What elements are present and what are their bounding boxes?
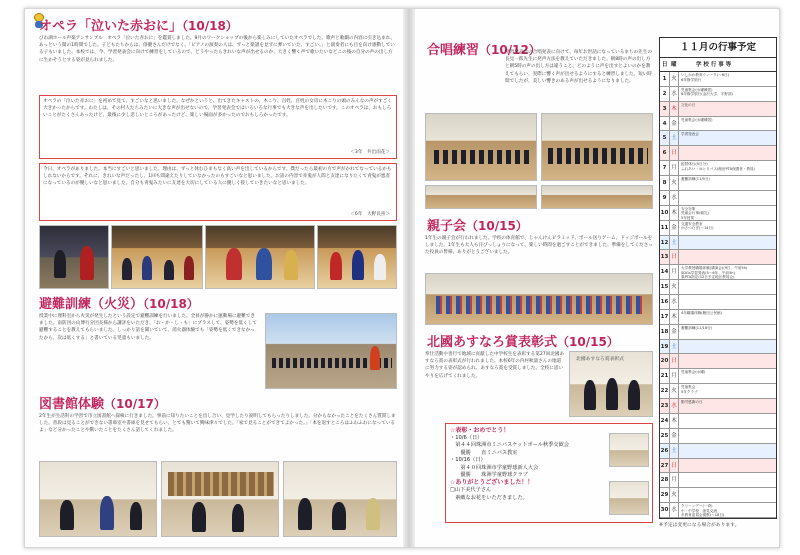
calendar-header <box>660 58 776 72</box>
library-heading: 図書館体験（10/17） <box>39 397 166 412</box>
calendar-event <box>681 146 774 161</box>
calendar-day: 30 <box>660 503 670 517</box>
calendar-weekday: 土 <box>670 444 679 458</box>
news-line: 優勝 直ミニバス教室 <box>450 449 518 456</box>
calendar-day: 13 <box>660 250 670 264</box>
calendar-day: 9 <box>660 191 670 205</box>
calendar-event <box>681 414 774 429</box>
calendar-day: 4 <box>660 117 670 131</box>
news-line: □山下美代子さん <box>450 487 492 494</box>
news-photo-1 <box>609 433 649 467</box>
calendar-row <box>660 221 776 236</box>
calendar-day: 10 <box>660 206 670 220</box>
calendar-day: 17 <box>660 310 670 324</box>
calendar-note: ※予定は変更になる場合があります。 <box>659 523 740 528</box>
news-line: ・10/6（日） <box>450 435 483 441</box>
calendar-weekday: 月 <box>670 265 679 279</box>
calendar-event: 児童集会 5年クラブ <box>681 385 698 394</box>
fire-drill-heading: 避難訓練（火災）（10/18） <box>39 297 199 312</box>
calendar-event <box>681 191 774 206</box>
impression-2-sign: ＜6年 大野長喜＞ <box>350 211 390 217</box>
calendar-row <box>660 354 776 369</box>
calendar-event <box>681 459 774 474</box>
calendar-event: 文化の日 <box>681 102 696 107</box>
calendar-day: 12 <box>660 236 670 250</box>
calendar-row <box>660 280 776 295</box>
calendar-row <box>660 369 776 384</box>
calendar-row <box>660 295 776 310</box>
calendar-day: 7 <box>660 161 670 175</box>
library-body: 2年生が生活科の学習で市立図書館へ探検に行きました。事前に知りたいことを出し合い、見学したり説明してもらったりしました。分からなかったことをたくさん質問しました。普段は見ることができない書庫室や書庫を見せてもらい、とても驚いて興味津々でした。「家で見ることができてよかった。」「本を返すところはふわふわになっているよ」など分かったことや驚いたことをたくさん話してくれました。 <box>39 414 396 434</box>
newsletter-spread <box>24 8 780 548</box>
calendar-event <box>681 473 774 488</box>
calendar-day: 1 <box>660 72 670 86</box>
calendar-day: 22 <box>660 384 670 398</box>
news-photo-2 <box>609 481 649 515</box>
news-line: ・10/16（日） <box>450 457 486 464</box>
calendar-weekday: 木 <box>670 102 679 116</box>
chorus-body: 学習発表会の合唱発表に向けて、毎年お世話になっているまちの先生の長見一郎先生に発声方法を教えていただきました。朝8時の声の出し方と朝5時の声の出し方は違うこと、どのように声を出すとよいのかを教えてもらい、実際に響く声が出せるようにすると練習しました。短い時間でしたが、美しい響きのある声が出せるようになりました。 <box>505 50 653 84</box>
calendar-day: 6 <box>660 146 670 160</box>
opera-photo-3 <box>205 225 315 289</box>
chorus-photo-4 <box>541 185 653 209</box>
calendar-event: 児童集会(水曜練習) <box>681 117 713 122</box>
calendar-event: 交通安全教室 かさつむぎ(～14日) <box>681 221 714 231</box>
calendar-row <box>660 310 776 325</box>
calendar-row <box>660 191 776 206</box>
calendar-day: 3 <box>660 102 670 116</box>
calendar-weekday: 木 <box>670 206 679 220</box>
calendar-day: 18 <box>660 325 670 339</box>
calendar-weekday: 日 <box>670 459 679 473</box>
parent-meeting-body: 1年生の親子会が行われました。学校の体育館で、じゃんけんピラミッド、ボール送りゲーム、ドッジボールをしました。1年生も大人も汗びっしょりになって、楽しい時間を過ごすことができました。準備をしてくださった役員の皆様、ありがとうございました。 <box>425 236 653 256</box>
opera-heading: オペラ「泣いた赤おに」（10/18） <box>39 19 238 34</box>
page-fold <box>403 9 415 547</box>
calendar-row <box>660 473 776 488</box>
calendar-event: 児童集会(水曜) <box>681 370 706 375</box>
calendar-weekday: 水 <box>670 295 679 309</box>
calendar-row <box>660 72 776 87</box>
calendar-weekday: 水 <box>670 503 679 517</box>
calendar-event <box>681 488 774 503</box>
opera-impression-box-1 <box>39 95 397 159</box>
calendar-event <box>681 295 774 310</box>
opera-impression-box-2 <box>39 163 397 221</box>
news-line: 第４０回珠洲市学童野球新人大会 <box>450 464 539 471</box>
calendar-title: １１月の行事予定 <box>660 38 776 58</box>
calendar-row <box>660 117 776 132</box>
calendar-day: 28 <box>660 473 670 487</box>
news-heading-congrats: ☆表彰・おめでとう！ <box>450 427 510 434</box>
calendar-event: 4年職場体験(飯田公民館) <box>681 310 723 315</box>
calendar-day: 14 <box>660 265 670 279</box>
calendar-row <box>660 87 776 102</box>
award-heading: 北國あすなろ賞表彰式（10/15） <box>427 335 619 350</box>
calendar-event: 安全対策 児童会行事(朝礼) 5年授業 <box>681 206 709 220</box>
impression-1-text: オペラの「泣いた赤おに」を初めて見て、すごいなと思いました。なぜかというと、出てきたキャストの、木こり、百姓、百姓の女房に木こりの頭のみんなの声がすごく大きかったからです。わたしは、その村人たちみたいに大きな声が出せないので、学習発表会ではいろいろな行事でも大きな声を出したいです。このオペラは、おもしろいことがたくさんあったけど、最後に少し悲しいところがあったけど、楽しい場面が多かったのでおもしろかったです。 <box>43 99 392 119</box>
calendar-row <box>660 161 776 176</box>
calendar-weekday: 月 <box>670 161 679 175</box>
calendar-day: 27 <box>660 459 670 473</box>
calendar-weekday: 土 <box>670 340 679 354</box>
calendar-event <box>681 444 774 459</box>
calendar-event: 振替休日(5日分) ふれあい・ゆとりパス(飯田PTA保護者・教員) <box>681 162 756 171</box>
calendar-row <box>660 384 776 399</box>
calendar-day: 19 <box>660 340 670 354</box>
news-line: 素敵なお花をいただきました。 <box>450 494 528 501</box>
news-line: 第４４回珠洲市ミニバスケットボール秋季交歓会 <box>450 442 569 449</box>
chorus-photo-2 <box>541 113 653 181</box>
calendar-weekday: 木 <box>670 310 679 324</box>
calendar-event <box>681 250 774 265</box>
opera-photo-2 <box>111 225 203 289</box>
library-photo-1 <box>39 461 157 537</box>
calendar-row <box>660 429 776 444</box>
calendar-day: 26 <box>660 444 670 458</box>
impression-1-sign: ＜3年 井出雨花＞ <box>350 149 390 155</box>
calendar-event: 避難訓練(11/9分) <box>681 177 710 182</box>
calendar-row <box>660 444 776 459</box>
award-photo-caption: 北國あすなろ賞表彰式 <box>576 357 624 362</box>
calendar-weekday: 日 <box>670 354 679 368</box>
opera-photo-4 <box>317 225 397 289</box>
calendar-weekday: 日 <box>670 250 679 264</box>
calendar-weekday: 火 <box>670 280 679 294</box>
parent-meeting-photo <box>425 273 653 325</box>
news-line: 優勝 珠洲学童野球クラブ <box>450 472 528 479</box>
calendar-row <box>660 102 776 117</box>
calendar-weekday: 火 <box>670 72 679 86</box>
calendar-weekday: 水 <box>670 399 679 413</box>
calendar-weekday: 金 <box>670 325 679 339</box>
calendar-weekday: 月 <box>670 369 679 383</box>
calendar-day: 15 <box>660 280 670 294</box>
opera-body: びわ湖ホール声楽アンサンブル オペラ「泣いた赤おに」を鑑賞しました。9月のワークショップの後から楽しみにしていたオペラでした。歌声と歌劇の内容に引き込まれ、あっという間の1時間でした。子どもたちからは、俳優さんだけでなく、「ピアノの演奏の人は、ずっと楽譜を見ずに弾いていた、すごい。」と演奏者にも目を向け感動している子もいました。本校では、今、学習発表会に向けて練習をしているので、どうやったらきれいな声が出せるのか、大きく響く声で歌いたいなどこの後の自分の声の出し方に生かそうとする姿が見られました。 <box>39 36 396 63</box>
calendar-event: 大学教授職場体験(講演会)(9日、午前5h) SDGs学習発表(5～6年、午前5h) 県PTA指定(12日予定地区教員会) <box>681 266 748 280</box>
calendar-day: 29 <box>660 488 670 502</box>
news-heading-thanks: ☆ありがとうございました！！ <box>450 479 534 487</box>
opera-photo-1 <box>39 225 109 289</box>
calendar-day: 23 <box>660 399 670 413</box>
calendar-row <box>660 146 776 161</box>
award-body: 奉仕活動や善行で地域に貢献した中学校生を表彰する第27回北國あすなろ賞の表彰式が行われました。本校6年の内村秋量さんの地道に努力する姿が認められ、あすなろ賞を受賞しました。全校に思いやりを広げてくれました。 <box>425 352 565 379</box>
calendar-row <box>660 414 776 429</box>
calendar-event <box>681 340 774 355</box>
parent-meeting-heading: 親子会（10/15） <box>427 219 528 234</box>
calendar-weekday: 金 <box>670 221 679 235</box>
calendar-weekday: 水 <box>670 191 679 205</box>
calendar-event: 児童集会(水曜練習) 6年修学旅行(金沢大学、宇野部) <box>681 87 733 97</box>
chorus-heading: 合唱練習（10/12） <box>427 43 541 58</box>
calendar-col-day: 日 <box>662 62 668 68</box>
calendar-day: 5 <box>660 131 670 145</box>
fire-drill-body: 授業中に理科室から火災が発生したという設定で避難訓練を行いました。全員が静かに運動場に避難できました。南防団の山博行分団長様から講評をいただき、「お・か・し・も」にプラスして、姿勢を低くして避難することを教えてもらいました。しっかり話を聞いていて、消火器体験でも「姿勢を低くできなかったから、次は低くする」と書いている児童もいました。 <box>39 314 257 341</box>
calendar-col-weekday: 曜 <box>671 62 677 68</box>
calendar-weekday: 金 <box>670 117 679 131</box>
calendar-weekday: 土 <box>670 236 679 250</box>
calendar-day: 16 <box>660 295 670 309</box>
calendar-event <box>681 280 774 295</box>
november-calendar <box>659 37 777 519</box>
calendar-weekday: 月 <box>670 473 679 487</box>
impression-2-text: 今日、オペラがありました。本当にすごいと思いました。理由は、ずっと休むひまもなく高い声を出しているからです。僕だったら最初の方で声がかれてなっているかもしれないからです。それに、きれいな声だったし、1回も間違えたりしていなかったのもすごいなと思いました。お話の内容で赤鬼が人間と友達になりたくて青鬼が悪者になっているのが優しいなと思いました。自分も青鬼みたいに友達を大切にしている人に優しく接していきたいなと思いました。 <box>43 167 392 187</box>
calendar-row <box>660 265 776 280</box>
calendar-day: 11 <box>660 221 670 235</box>
calendar-day: 21 <box>660 369 670 383</box>
calendar-row <box>660 488 776 503</box>
calendar-row <box>660 399 776 414</box>
award-photo <box>569 351 653 417</box>
calendar-row <box>660 503 776 518</box>
calendar-row <box>660 236 776 251</box>
calendar-weekday: 火 <box>670 384 679 398</box>
calendar-row <box>660 340 776 355</box>
calendar-row <box>660 325 776 340</box>
calendar-event <box>681 354 774 369</box>
chorus-photo-1 <box>425 113 537 181</box>
calendar-row <box>660 131 776 146</box>
calendar-event: クリーンデー(一斉) 小・中学校 諸見交流 市教育委員会視察(～18日) <box>681 504 725 518</box>
calendar-event: 避難訓練(11/18分) <box>681 325 713 330</box>
calendar-day: 24 <box>660 414 670 428</box>
calendar-event: 学習発表会 <box>681 132 699 137</box>
calendar-weekday: 土 <box>670 131 679 145</box>
library-photo-3 <box>283 461 397 537</box>
calendar-day: 2 <box>660 87 670 101</box>
calendar-weekday: 日 <box>670 146 679 160</box>
library-photo-2 <box>161 461 279 537</box>
calendar-row <box>660 459 776 474</box>
calendar-event: いしかわ教育ウィーク(～6日) 6年修学旅行 <box>681 73 729 82</box>
calendar-weekday: 火 <box>670 488 679 502</box>
calendar-event <box>681 429 774 444</box>
calendar-day: 25 <box>660 429 670 443</box>
calendar-weekday: 水 <box>670 87 679 101</box>
calendar-row <box>660 176 776 191</box>
calendar-event: 勤労感謝の日 <box>681 400 703 405</box>
calendar-row <box>660 250 776 265</box>
calendar-event <box>681 236 774 251</box>
calendar-row <box>660 206 776 221</box>
calendar-day: 8 <box>660 176 670 190</box>
calendar-col-events: 学 校 行 事 等 <box>696 62 732 68</box>
calendar-weekday: 火 <box>670 176 679 190</box>
calendar-day: 20 <box>660 354 670 368</box>
calendar-weekday: 木 <box>670 414 679 428</box>
calendar-weekday: 金 <box>670 429 679 443</box>
fire-drill-photo <box>265 313 397 389</box>
chorus-photo-3 <box>425 185 537 209</box>
